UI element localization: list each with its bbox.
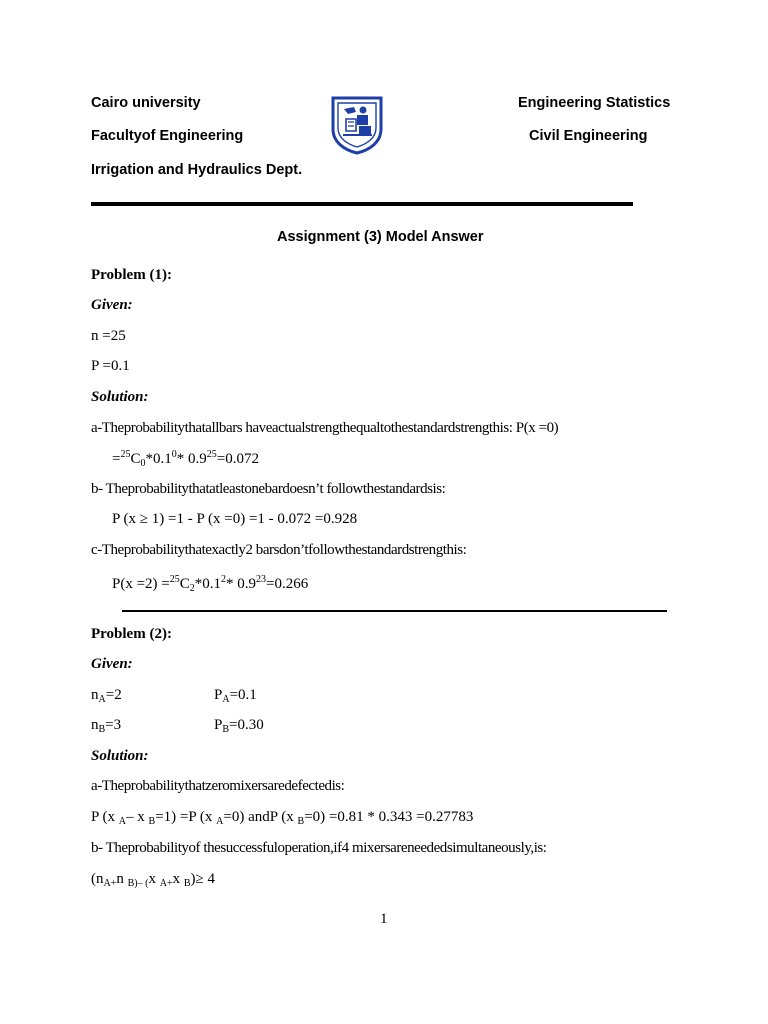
problem1-heading: Problem (1): — [91, 267, 172, 283]
program-name: Civil Engineering — [529, 128, 648, 144]
problem2-nB-value: $n_B=3$ — [91, 717, 122, 735]
problem1-part-c-equation: $P(x =2) =^{25}C_2*0.1^2*$ $0.9^{23}=0.266$ — [112, 574, 309, 594]
course-name: Engineering Statistics — [518, 95, 671, 111]
problem2-part-a-text: a-Theprobabilitythatzeromixersaredefectedis: — [91, 778, 345, 794]
problem1-solution-label: Solution: — [91, 389, 149, 405]
problem2-nA-value: $n_A=2$ — [91, 687, 122, 705]
problem1-part-a-text: a-Theprobabilitythatallbars haveactualstrengthequaltothestandardstrengthis: P(x =0) — [91, 420, 559, 436]
problem2-part-b-equation: ($n_{A+}n$ $_{B)- (}$x $_{A+}$x $_B$)≥ 4 — [91, 871, 215, 889]
problem2-pA-value: $P_A=0.1$ — [214, 687, 257, 705]
page-title: Assignment (3) Model Answer — [277, 229, 484, 245]
problem2-part-b-text: b- Theprobabilityof thesuccessfuloperation,if4 mixersareneededsimultaneously,is: — [91, 840, 547, 856]
problem1-given-label: Given: — [91, 297, 133, 313]
problem2-part-a-equation: P (x $_A$– x $_B$=1) =P (x $_A$=0) andP (x $_B$=0) =0.81 * 0.343 =0.27783 — [91, 809, 474, 827]
problem1-part-c-text: c-Theprobabilitythatexactly2 barsdon’tfollowthestandardstrengthis: — [91, 542, 467, 558]
university-name: Cairo university — [91, 95, 201, 111]
problem1-part-a-equation: $=^{25}C_0*0.1^0*$ $0.9^{25}=0.072$ — [112, 449, 259, 469]
problem1-part-b-text: b- Theprobabilitythatatleastonebardoesn’t followthestandardsis: — [91, 481, 446, 497]
page-number: 1 — [380, 911, 388, 927]
problem2-heading: Problem (2): — [91, 626, 172, 642]
problem2-pB-value: $P_B=0.30$ — [214, 717, 264, 735]
university-logo — [330, 95, 384, 155]
header-divider — [91, 202, 633, 206]
problem-divider — [122, 610, 667, 612]
department-name: Irrigation and Hydraulics Dept. — [91, 162, 303, 178]
problem1-part-b-equation: P (x ≥ 1) =1 - P (x =0) =1 - 0.072 =0.928 — [112, 511, 358, 527]
faculty-name: Facultyof Engineering — [91, 128, 244, 144]
problem1-p-value: P =0.1 — [91, 358, 130, 374]
problem2-solution-label: Solution: — [91, 748, 149, 764]
problem2-given-label: Given: — [91, 656, 133, 672]
shield-emblem-icon — [330, 95, 384, 155]
problem1-n-value: n =25 — [91, 328, 126, 344]
